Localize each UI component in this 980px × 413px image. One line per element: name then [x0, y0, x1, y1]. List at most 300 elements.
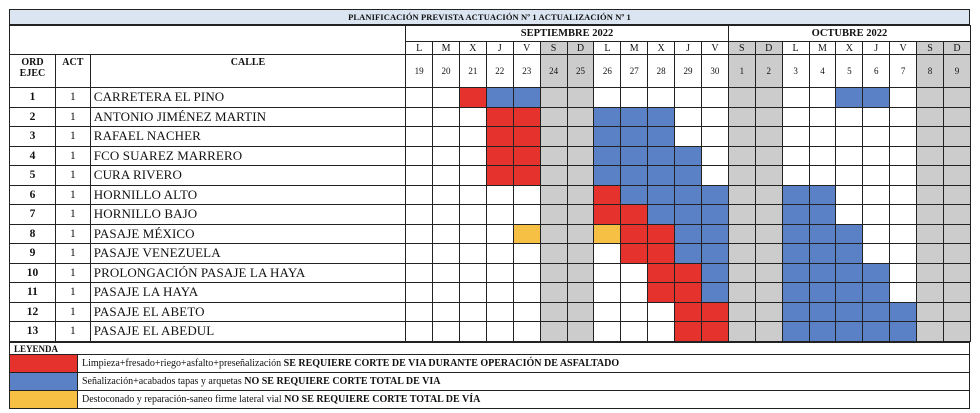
weekend-cell [728, 107, 755, 127]
day-cell [486, 283, 513, 303]
street-name: ANTONIO JIMÉNEZ MARTIN [90, 107, 405, 127]
day-cell [433, 205, 460, 225]
weekend-cell [540, 166, 567, 186]
legend-note: NO SE REQUIERE CORTE TOTAL DE VIA [244, 376, 441, 387]
signage-task-cell [486, 88, 513, 108]
asphalt-task-cell [621, 224, 648, 244]
weekend-cell [943, 302, 970, 322]
day-letter: S [540, 42, 567, 55]
weekend-cell [728, 205, 755, 225]
legend-swatch [10, 373, 78, 390]
signage-task-cell [701, 205, 728, 225]
asphalt-task-cell [675, 283, 702, 303]
day-cell [890, 244, 917, 264]
table-row [10, 302, 971, 322]
weekend-cell [917, 107, 944, 127]
day-cell [890, 127, 917, 147]
table-row [10, 205, 971, 225]
signage-task-cell [701, 263, 728, 283]
weekend-cell [567, 185, 594, 205]
day-cell [433, 244, 460, 264]
day-letter: L [782, 42, 809, 55]
weekend-cell [567, 205, 594, 225]
day-cell [513, 263, 540, 283]
asphalt-task-cell [701, 322, 728, 342]
day-cell [890, 283, 917, 303]
signage-task-cell [648, 146, 675, 166]
ord-cell: 13 [10, 322, 56, 342]
day-number: 5 [836, 55, 863, 88]
weekend-cell [728, 263, 755, 283]
legend-description: Destoconado y reparación-saneo firme lateral vial [82, 394, 285, 405]
table-row [10, 244, 971, 264]
weekend-cell [943, 205, 970, 225]
legend-item [9, 373, 970, 391]
day-cell [459, 263, 486, 283]
asphalt-task-cell [648, 224, 675, 244]
weekend-cell [755, 185, 782, 205]
day-cell [406, 224, 433, 244]
signage-task-cell [675, 166, 702, 186]
day-cell [459, 107, 486, 127]
day-number: 29 [675, 55, 702, 88]
signage-task-cell [513, 88, 540, 108]
signage-task-cell [594, 146, 621, 166]
signage-task-cell [621, 185, 648, 205]
weekend-cell [728, 244, 755, 264]
day-letter: X [459, 42, 486, 55]
ord-cell: 3 [10, 127, 56, 147]
asphalt-task-cell [486, 166, 513, 186]
day-letter: J [675, 42, 702, 55]
legend-text [82, 373, 440, 390]
day-cell [863, 205, 890, 225]
weekend-cell [755, 244, 782, 264]
weekend-cell [943, 263, 970, 283]
day-number: 28 [648, 55, 675, 88]
day-cell [863, 224, 890, 244]
day-cell [406, 322, 433, 342]
day-cell [890, 107, 917, 127]
day-cell [406, 302, 433, 322]
weekend-cell [540, 107, 567, 127]
day-cell [433, 224, 460, 244]
day-number: 3 [782, 55, 809, 88]
day-letter: D [567, 42, 594, 55]
signage-task-cell [890, 322, 917, 342]
schedule-body [10, 26, 971, 342]
weekend-cell [540, 185, 567, 205]
day-letter: S [917, 42, 944, 55]
day-cell [836, 127, 863, 147]
signage-task-cell [782, 302, 809, 322]
day-cell [863, 244, 890, 264]
signage-task-cell [782, 185, 809, 205]
signage-task-cell [809, 205, 836, 225]
weekend-cell [567, 322, 594, 342]
day-cell [863, 166, 890, 186]
signage-task-cell [594, 166, 621, 186]
day-cell [459, 322, 486, 342]
day-cell [782, 166, 809, 186]
day-letter: V [701, 42, 728, 55]
day-cell [863, 185, 890, 205]
asphalt-task-cell [675, 302, 702, 322]
weekend-cell [755, 107, 782, 127]
day-cell [486, 224, 513, 244]
day-cell [486, 244, 513, 264]
street-name: PASAJE LA HAYA [90, 283, 405, 303]
weekend-cell [567, 224, 594, 244]
day-cell [406, 88, 433, 108]
table-row [10, 224, 971, 244]
day-number: 30 [701, 55, 728, 88]
signage-task-cell [648, 127, 675, 147]
legend-item [9, 391, 970, 409]
day-cell [459, 302, 486, 322]
act-cell: 1 [55, 224, 90, 244]
day-cell [836, 166, 863, 186]
day-cell [433, 127, 460, 147]
day-cell [863, 107, 890, 127]
act-cell: 1 [55, 244, 90, 264]
table-row [10, 283, 971, 303]
act-cell: 1 [55, 205, 90, 225]
asphalt-task-cell [459, 88, 486, 108]
legend-swatch [10, 355, 78, 372]
act-cell: 1 [55, 263, 90, 283]
day-letter: V [890, 42, 917, 55]
day-cell [513, 302, 540, 322]
asphalt-task-cell [513, 107, 540, 127]
day-cell [459, 185, 486, 205]
weekend-cell [567, 146, 594, 166]
act-cell: 1 [55, 185, 90, 205]
street-name: PASAJE EL ABEDUL [90, 322, 405, 342]
stump-repair-task-cell [594, 224, 621, 244]
weekend-cell [755, 88, 782, 108]
day-number: 22 [486, 55, 513, 88]
day-cell [433, 263, 460, 283]
signage-task-cell [809, 185, 836, 205]
day-cell [513, 185, 540, 205]
day-cell [486, 302, 513, 322]
act-cell: 1 [55, 166, 90, 186]
day-cell [459, 283, 486, 303]
month-label: OCTUBRE 2022 [728, 26, 970, 42]
table-row [10, 146, 971, 166]
weekend-cell [755, 283, 782, 303]
day-cell [594, 322, 621, 342]
day-cell [809, 127, 836, 147]
weekend-cell [540, 263, 567, 283]
signage-task-cell [594, 127, 621, 147]
weekend-cell [943, 224, 970, 244]
day-cell [648, 322, 675, 342]
street-name: PASAJE MÉXICO [90, 224, 405, 244]
weekend-cell [943, 185, 970, 205]
day-cell [486, 205, 513, 225]
signage-task-cell [621, 166, 648, 186]
signage-task-cell [675, 146, 702, 166]
day-letter: M [809, 42, 836, 55]
day-number: 27 [621, 55, 648, 88]
day-cell [701, 88, 728, 108]
asphalt-task-cell [675, 322, 702, 342]
weekend-cell [540, 322, 567, 342]
act-cell: 1 [55, 127, 90, 147]
day-number: 19 [406, 55, 433, 88]
weekend-cell [943, 107, 970, 127]
asphalt-task-cell [648, 283, 675, 303]
legend-text [82, 391, 480, 408]
day-cell [675, 107, 702, 127]
asphalt-task-cell [513, 146, 540, 166]
weekend-cell [567, 263, 594, 283]
day-number: 21 [459, 55, 486, 88]
day-cell [594, 88, 621, 108]
day-number: 20 [433, 55, 460, 88]
day-number: 2 [755, 55, 782, 88]
signage-task-cell [863, 322, 890, 342]
day-cell [513, 283, 540, 303]
day-cell [433, 322, 460, 342]
day-cell [809, 88, 836, 108]
asphalt-task-cell [486, 127, 513, 147]
act-cell: 1 [55, 322, 90, 342]
weekend-cell [917, 185, 944, 205]
day-cell [809, 146, 836, 166]
day-cell [701, 166, 728, 186]
weekend-cell [943, 322, 970, 342]
ord-header: ORD EJEC [10, 55, 56, 88]
day-cell [890, 205, 917, 225]
day-cell [486, 185, 513, 205]
day-cell [459, 244, 486, 264]
weekend-cell [567, 127, 594, 147]
ord-cell: 9 [10, 244, 56, 264]
signage-task-cell [782, 244, 809, 264]
day-cell [406, 244, 433, 264]
day-cell [675, 127, 702, 147]
day-letter: J [863, 42, 890, 55]
street-name: PASAJE VENEZUELA [90, 244, 405, 264]
street-name: CARRETERA EL PINO [90, 88, 405, 108]
day-cell [459, 224, 486, 244]
day-cell [621, 283, 648, 303]
signage-task-cell [648, 185, 675, 205]
weekend-cell [917, 88, 944, 108]
street-name: CURA RIVERO [90, 166, 405, 186]
day-cell [701, 146, 728, 166]
table-row [10, 166, 971, 186]
weekend-cell [917, 244, 944, 264]
signage-task-cell [809, 283, 836, 303]
signage-task-cell [648, 107, 675, 127]
asphalt-task-cell [648, 244, 675, 264]
weekend-cell [540, 302, 567, 322]
day-cell [459, 205, 486, 225]
weekend-cell [567, 302, 594, 322]
act-header: ACT [55, 55, 90, 88]
legend-text [82, 355, 619, 372]
day-number: 26 [594, 55, 621, 88]
signage-task-cell [809, 322, 836, 342]
signage-task-cell [890, 302, 917, 322]
day-letter: X [648, 42, 675, 55]
day-cell [433, 107, 460, 127]
weekend-cell [540, 88, 567, 108]
day-letter: D [755, 42, 782, 55]
weekend-cell [755, 302, 782, 322]
day-cell [836, 205, 863, 225]
asphalt-task-cell [648, 263, 675, 283]
column-header-row [10, 55, 971, 88]
day-cell [406, 107, 433, 127]
weekend-cell [728, 166, 755, 186]
street-name: PASAJE EL ABETO [90, 302, 405, 322]
day-cell [782, 88, 809, 108]
day-cell [406, 263, 433, 283]
signage-task-cell [836, 224, 863, 244]
table-row [10, 107, 971, 127]
day-letter-row [10, 42, 971, 55]
weekend-cell [917, 166, 944, 186]
day-letter: M [621, 42, 648, 55]
signage-task-cell [675, 224, 702, 244]
day-letter: D [943, 42, 970, 55]
asphalt-task-cell [701, 302, 728, 322]
ord-cell: 12 [10, 302, 56, 322]
day-number: 25 [567, 55, 594, 88]
day-number: 4 [809, 55, 836, 88]
day-cell [594, 283, 621, 303]
weekend-cell [917, 146, 944, 166]
act-cell: 1 [55, 146, 90, 166]
day-cell [890, 88, 917, 108]
street-name: HORNILLO BAJO [90, 205, 405, 225]
legend-swatch [10, 391, 78, 408]
day-cell [406, 146, 433, 166]
day-letter: V [513, 42, 540, 55]
weekend-cell [755, 166, 782, 186]
day-cell [433, 166, 460, 186]
table-row [10, 127, 971, 147]
weekend-cell [540, 127, 567, 147]
table-row [10, 322, 971, 342]
weekend-cell [540, 244, 567, 264]
day-cell [890, 166, 917, 186]
street-name: RAFAEL NACHER [90, 127, 405, 147]
day-cell [406, 185, 433, 205]
day-cell [406, 283, 433, 303]
day-letter: L [406, 42, 433, 55]
act-cell: 1 [55, 283, 90, 303]
ord-cell: 10 [10, 263, 56, 283]
blank-cell [10, 26, 406, 42]
weekend-cell [567, 244, 594, 264]
day-cell [459, 146, 486, 166]
day-cell [433, 146, 460, 166]
table-row [10, 263, 971, 283]
weekend-cell [728, 322, 755, 342]
day-cell [433, 88, 460, 108]
street-name: PROLONGACIÓN PASAJE LA HAYA [90, 263, 405, 283]
weekend-cell [728, 283, 755, 303]
asphalt-task-cell [513, 127, 540, 147]
day-cell [513, 205, 540, 225]
month-header-row [10, 26, 971, 42]
signage-task-cell [809, 224, 836, 244]
act-cell: 1 [55, 302, 90, 322]
day-cell [701, 107, 728, 127]
weekend-cell [943, 166, 970, 186]
day-number: 1 [728, 55, 755, 88]
signage-task-cell [594, 107, 621, 127]
day-cell [406, 127, 433, 147]
weekend-cell [540, 283, 567, 303]
legend-description: Limpieza+fresado+riego+asfalto+preseñalización [82, 358, 284, 369]
weekend-cell [917, 205, 944, 225]
weekend-cell [540, 205, 567, 225]
weekend-cell [943, 88, 970, 108]
ord-cell: 5 [10, 166, 56, 186]
signage-task-cell [675, 244, 702, 264]
signage-task-cell [675, 185, 702, 205]
day-letter: M [433, 42, 460, 55]
weekend-cell [917, 263, 944, 283]
street-name: FCO SUAREZ MARRERO [90, 146, 405, 166]
day-cell [836, 185, 863, 205]
signage-task-cell [701, 244, 728, 264]
day-cell [486, 263, 513, 283]
legend-description: Señalización+acabados tapas y arquetas [82, 376, 245, 387]
day-cell [594, 263, 621, 283]
calle-header: CALLE [90, 55, 405, 88]
day-cell [782, 107, 809, 127]
signage-task-cell [863, 283, 890, 303]
day-cell [863, 146, 890, 166]
signage-task-cell [809, 302, 836, 322]
weekend-cell [755, 205, 782, 225]
weekend-cell [917, 322, 944, 342]
weekend-cell [755, 224, 782, 244]
signage-task-cell [621, 146, 648, 166]
day-cell [459, 127, 486, 147]
day-cell [675, 88, 702, 108]
ord-cell: 8 [10, 224, 56, 244]
weekend-cell [728, 185, 755, 205]
weekend-cell [728, 146, 755, 166]
asphalt-task-cell [486, 107, 513, 127]
signage-task-cell [809, 244, 836, 264]
day-cell [701, 127, 728, 147]
legend-item [9, 355, 970, 373]
day-cell [782, 146, 809, 166]
weekend-cell [755, 146, 782, 166]
signage-task-cell [648, 205, 675, 225]
weekend-cell [728, 127, 755, 147]
weekend-cell [728, 224, 755, 244]
day-number: 7 [890, 55, 917, 88]
day-number: 6 [863, 55, 890, 88]
signage-task-cell [782, 322, 809, 342]
weekend-cell [567, 166, 594, 186]
day-cell [648, 88, 675, 108]
signage-task-cell [809, 263, 836, 283]
signage-task-cell [863, 88, 890, 108]
legend-title: LEYENDA [9, 342, 970, 355]
